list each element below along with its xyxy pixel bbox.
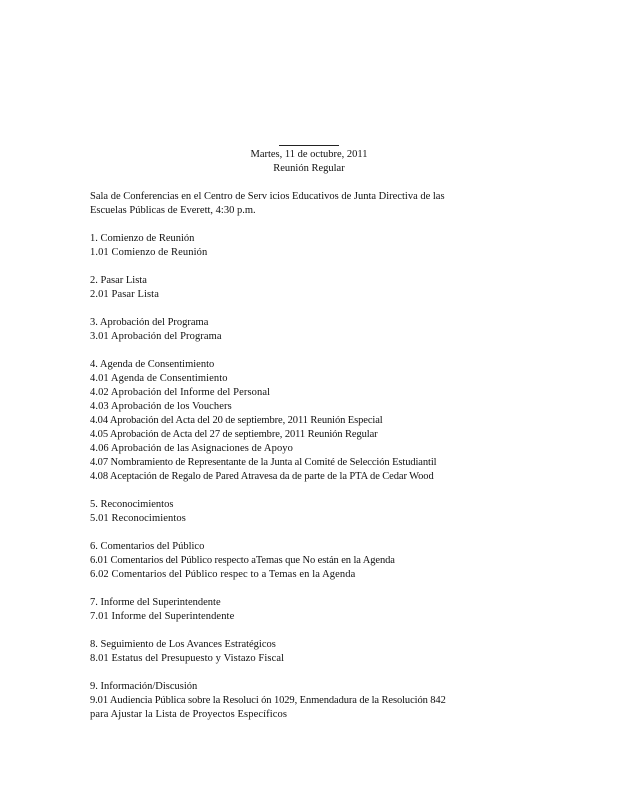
agenda-item: 4.06 Aprobación de las Asignaciones de Apoyo bbox=[90, 443, 293, 454]
section-heading: 3. Aprobación del Programa bbox=[90, 317, 209, 328]
agenda-item: 6.01 Comentarios del Público respecto aTemas que No están en la Agenda bbox=[90, 555, 395, 566]
agenda-item: 4.01 Agenda de Consentimiento bbox=[90, 373, 228, 384]
meeting-location bbox=[90, 190, 510, 218]
agenda-section-2 bbox=[90, 274, 510, 302]
meeting-type: Reunión Regular bbox=[273, 163, 345, 174]
agenda-item: 1.01 Comienzo de Reunión bbox=[90, 247, 208, 258]
location-line-1: Sala de Conferencias en el Centro de Serv icios Educativos de Junta Directiva de las bbox=[90, 191, 445, 202]
agenda-item: 6.02 Comentarios del Público respec to a Temas en la Agenda bbox=[90, 569, 356, 580]
section-heading: 8. Seguimiento de Los Avances Estratégicos bbox=[90, 639, 276, 650]
agenda-item: 4.02 Aprobación del Informe del Personal bbox=[90, 387, 271, 398]
meeting-date: Martes, 11 de octubre, 2011 bbox=[250, 149, 368, 160]
agenda-item-continuation: para Ajustar la Lista de Proyectos Específicos bbox=[90, 709, 288, 720]
agenda-section-7 bbox=[90, 596, 510, 624]
section-heading: 5. Reconocimientos bbox=[90, 499, 174, 510]
agenda-section-1 bbox=[90, 232, 510, 260]
agenda-item: 4.05 Aprobación de Acta del 27 de septiembre, 2011 Reunión Regular bbox=[90, 429, 378, 440]
agenda-item: 8.01 Estatus del Presupuesto y Vistazo Fiscal bbox=[90, 653, 285, 664]
agenda-section-8 bbox=[90, 638, 510, 666]
header-rule bbox=[279, 145, 339, 146]
agenda-item: 4.07 Nombramiento de Representante de la Junta al Comité de Selección Estudiantil bbox=[90, 457, 437, 468]
section-heading: 6. Comentarios del Público bbox=[90, 541, 205, 552]
agenda-section-5 bbox=[90, 498, 510, 526]
agenda-item: 2.01 Pasar Lista bbox=[90, 289, 159, 300]
section-heading: 1. Comienzo de Reunión bbox=[90, 233, 195, 244]
agenda-section-4 bbox=[90, 358, 510, 484]
location-line-2: Escuelas Públicas de Everett, 4:30 p.m. bbox=[90, 205, 256, 216]
section-heading: 2. Pasar Lista bbox=[90, 275, 147, 286]
agenda-item: 5.01 Reconocimientos bbox=[90, 513, 186, 524]
agenda-item: 7.01 Informe del Superintendente bbox=[90, 611, 235, 622]
meeting-header bbox=[150, 148, 468, 176]
agenda-item: 4.03 Aprobación de los Vouchers bbox=[90, 401, 232, 412]
agenda-section-9 bbox=[90, 680, 510, 722]
section-heading: 4. Agenda de Consentimiento bbox=[90, 359, 215, 370]
agenda-body bbox=[90, 190, 510, 736]
agenda-section-6 bbox=[90, 540, 510, 582]
agenda-item: 4.04 Aprobación del Acta del 20 de septiembre, 2011 Reunión Especial bbox=[90, 415, 383, 426]
section-heading: 9. Información/Discusión bbox=[90, 681, 198, 692]
agenda-item: 9.01 Audiencia Pública sobre la Resoluci ón 1029, Enmendadura de la Resolución 842 bbox=[90, 695, 446, 706]
agenda-section-3 bbox=[90, 316, 510, 344]
agenda-item: 3.01 Aprobación del Programa bbox=[90, 331, 222, 342]
section-heading: 7. Informe del Superintendente bbox=[90, 597, 221, 608]
agenda-item: 4.08 Aceptación de Regalo de Pared Atravesa da de parte de la PTA de Cedar Wood bbox=[90, 471, 434, 482]
